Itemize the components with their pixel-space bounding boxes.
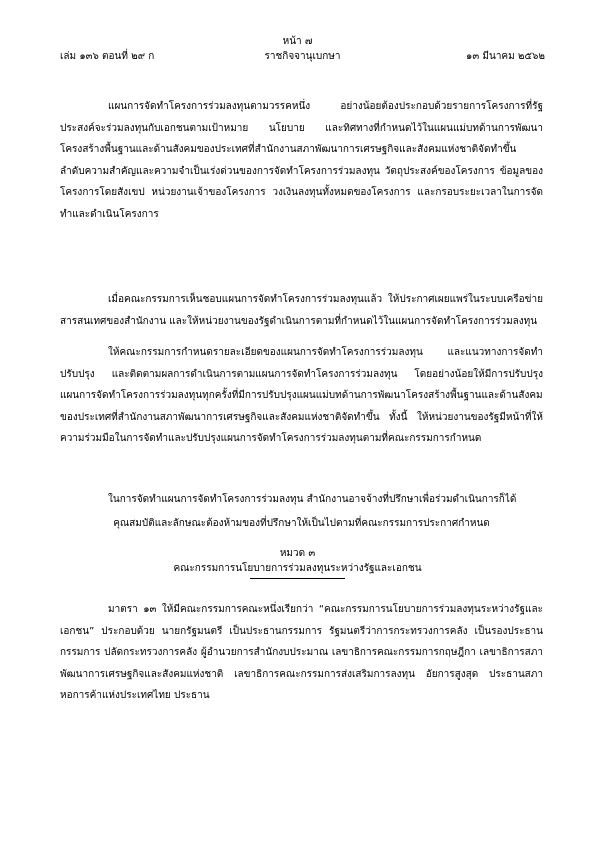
paragraph-plan-contents: แผนการจัดทำโครงการร่วมลงทุนตามวรรคหนึ่ง อย่างน้อยต้องประกอบด้วยรายการโครงการที่รัฐประสงค์จะร่วมลงทุนกับเอกชนตามเป้าหมาย นโยบาย และทิศทางที่กำหนดไว้ในแผนแม่บทด้านการพัฒนาโครงสร้างพื้นฐานและด้านสังคมของประเทศที่สำนักงานสภาพัฒนาการเศรษฐกิจและสังคมแห่งชาติจัดทำขึ้น ลำดับความสำคัญและความจำเป็นเร่งด่วนของการจัดทำโครงการร่วมลงทุน วัตถุประสงค์ของโครงการ ข้อมูลของโครงการโดยสังเขป หน่วยงานเจ้าของโครงการ วงเงินลงทุนทั้งหมดของโครงการ และกรอบระยะเวลาในการจัดทำและดำเนินโครงการ xyxy=(60,101,543,220)
chapter-title: คณะกรรมการนโยบายการร่วมลงทุนระหว่างรัฐและเอกชน xyxy=(173,563,422,574)
chapter-number: หมวด ๓ xyxy=(279,548,316,559)
publication-date: ๑๓ มีนาคม ๒๕๖๒ xyxy=(466,51,545,62)
issue-number: เล่ม ๑๓๖ ตอนที่ ๒๙ ก xyxy=(60,51,155,62)
chapter-divider xyxy=(250,578,345,579)
paragraph-section-13: มาตรา ๑๓ ให้มีคณะกรรมการคณะหนึ่งเรียกว่า “คณะกรรมการนโยบายการร่วมลงทุนระหว่างรัฐและเอกชน” ประกอบด้วย นายกรัฐมนตรี เป็นประธานกรรมการ รัฐมนตรีว่าการกระทรวงการคลัง เป็นรองประธานกรรมการ ปลัดกระทรวงการคลัง ผู้อำนวยการสำนักงบประมาณ เลขาธิการคณะกรรมการกฤษฎีกา เลขาธิการสภาพัฒนาการเศรษฐกิจและสังคมแห่งชาติ เลขาธิการคณะกรรมการส่งเสริมการลงทุน อัยการสูงสุด ประธานสภาหอการค้าแห่งประเทศไทย ประธาน xyxy=(60,604,543,701)
publication-title: ราชกิจจานุเบกษา xyxy=(264,51,341,62)
paragraph-consultant-line2: คุณสมบัติและลักษณะต้องห้ามของที่ปรึกษาให้เป็นไปตามที่คณะกรรมการประกาศกำหนด xyxy=(113,518,490,529)
page-number: หน้า ๗ xyxy=(282,36,313,47)
paragraph-consultant-line1: ในการจัดทำแผนการจัดทำโครงการร่วมลงทุน สำนักงานอาจจ้างที่ปรึกษาเพื่อร่วมดำเนินการก็ได้ xyxy=(108,494,517,505)
gazette-header xyxy=(60,50,545,64)
paragraph-plan-approval: เมื่อคณะกรรมการเห็นชอบแผนการจัดทำโครงการร่วมลงทุนแล้ว ให้ประกาศเผยแพร่ในระบบเครือข่ายสารสนเทศของสำนักงาน และให้หน่วยงานของรัฐดำเนินการตามที่กำหนดไว้ในแผนการจัดทำโครงการร่วมลงทุน xyxy=(60,294,543,327)
paragraph-plan-details: ให้คณะกรรมการกำหนดรายละเอียดของแผนการจัดทำโครงการร่วมลงทุน และแนวทางการจัดทำ ปรับปรุง และติดตามผลการดำเนินการตามแผนการจัดทำโครงการร่วมลงทุน โดยอย่างน้อยให้มีการปรับปรุงแผนการจัดทำโครงการร่วมลงทุนทุกครั้งที่มีการปรับปรุงแผนแม่บทด้านการพัฒนาโครงสร้างพื้นฐานและด้านสังคมของประเทศที่สำนักงานสภาพัฒนาการเศรษฐกิจและสังคมแห่งชาติจัดทำขึ้น ทั้งนี้ ให้หน่วยงานของรัฐมีหน้าที่ให้ความร่วมมือในการจัดทำและปรับปรุงแผนการจัดทำโครงการร่วมลงทุนตามที่คณะกรรมการกำหนด xyxy=(60,347,543,444)
